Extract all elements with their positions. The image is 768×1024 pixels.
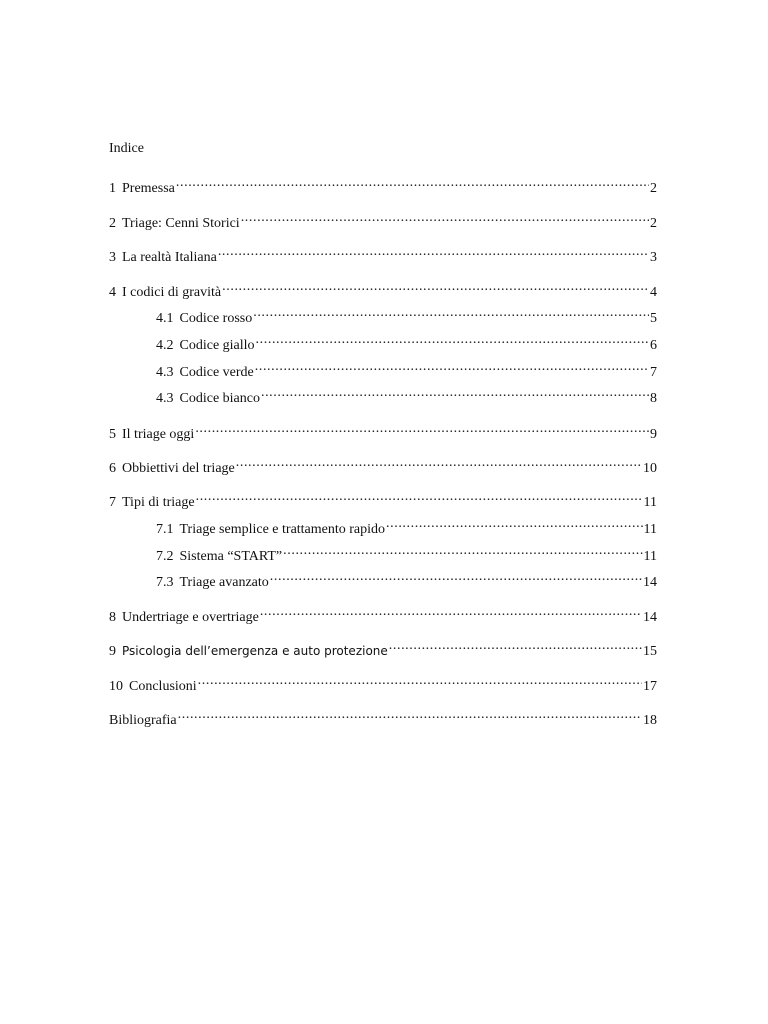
toc-entry-number: 10 — [109, 679, 123, 694]
toc-entry-page-number: 17 — [643, 679, 657, 694]
toc-entry[interactable] — [156, 358, 657, 382]
toc-entry-number: 1 — [109, 181, 116, 196]
toc-entry-label: Bibliografia — [109, 713, 177, 728]
toc-entry[interactable] — [109, 243, 657, 267]
toc-entry-label: Tipi di triage — [122, 495, 195, 510]
dot-leader — [241, 209, 649, 227]
dot-leader — [260, 603, 642, 621]
toc-entry-label: Undertriage e overtriage — [122, 610, 259, 625]
toc-entry-number: 4.3 — [156, 391, 174, 406]
toc-entry-number: 7 — [109, 495, 116, 510]
dot-leader — [283, 542, 642, 560]
toc-entry-page-number: 18 — [643, 713, 657, 728]
dot-leader — [222, 278, 649, 296]
dot-leader — [270, 568, 642, 586]
toc-entry-page-number: 6 — [650, 338, 657, 353]
toc-entry-number: 3 — [109, 250, 116, 265]
toc-entry-number: 4.1 — [156, 311, 174, 326]
dot-leader — [236, 454, 642, 472]
toc-entry[interactable] — [109, 603, 657, 627]
toc-entry-number: 2 — [109, 216, 116, 231]
toc-entry[interactable] — [109, 174, 657, 198]
toc-entry-label: Sistema “START” — [179, 549, 283, 564]
toc-entry-label: I codici di gravità — [122, 285, 222, 300]
toc-entry-label: Triage semplice e trattamento rapido — [179, 522, 386, 537]
toc-entry-label: Triage: Cenni Storici — [122, 216, 240, 231]
dot-leader — [178, 706, 642, 724]
dot-leader — [261, 384, 649, 402]
dot-leader — [196, 488, 643, 506]
toc-entry[interactable] — [109, 672, 657, 696]
toc-entry-label: Codice bianco — [179, 391, 260, 406]
toc-entry-number: 7.1 — [156, 522, 174, 537]
toc-entry[interactable] — [156, 331, 657, 355]
toc-entry-page-number: 14 — [643, 575, 657, 590]
toc-entry-page-number: 14 — [643, 610, 657, 625]
dot-leader — [255, 358, 649, 376]
toc-entry-label: Il triage oggi — [122, 427, 195, 442]
toc-entry[interactable] — [156, 568, 657, 592]
toc-entry-page-number: 7 — [650, 365, 657, 380]
toc-entry-page-number: 5 — [650, 311, 657, 326]
toc-entry[interactable] — [156, 384, 657, 408]
toc-entry-label: Obbiettivi del triage — [122, 461, 235, 476]
dot-leader — [386, 515, 642, 533]
toc-entry-page-number: 11 — [643, 495, 657, 510]
toc-entry-number: 9 — [109, 644, 116, 659]
toc-entry-page-number: 10 — [643, 461, 657, 476]
dot-leader — [256, 331, 649, 349]
toc-entry-label: Psicologia dell’emergenza e auto protezione — [122, 644, 388, 658]
toc-entry-number: 6 — [109, 461, 116, 476]
toc-entry-label: Codice giallo — [179, 338, 255, 353]
toc-entry-label: Codice verde — [179, 365, 254, 380]
toc-entry[interactable] — [109, 706, 657, 730]
toc-entry[interactable] — [109, 488, 657, 512]
toc-entry[interactable] — [109, 637, 657, 661]
dot-leader — [253, 304, 649, 322]
toc-entry[interactable] — [156, 304, 657, 328]
dot-leader — [176, 174, 649, 192]
toc-entry-number: 5 — [109, 427, 116, 442]
toc-entry-number: 7.3 — [156, 575, 174, 590]
toc-entry-label: La realtà Italiana — [122, 250, 217, 265]
toc-entry[interactable] — [156, 515, 657, 539]
toc-entry-number: 8 — [109, 610, 116, 625]
toc-entry-page-number: 2 — [650, 216, 657, 231]
toc-title: Indice — [109, 141, 144, 156]
toc-entry-page-number: 2 — [650, 181, 657, 196]
toc-entry[interactable] — [109, 278, 657, 302]
toc-entry[interactable] — [109, 454, 657, 478]
toc-entry-label: Codice rosso — [179, 311, 253, 326]
toc-entry-number: 4 — [109, 285, 116, 300]
toc-entry[interactable] — [109, 420, 657, 444]
toc-entry-page-number: 3 — [650, 250, 657, 265]
toc-entry-label: Premessa — [122, 181, 175, 196]
toc-entry-page-number: 8 — [650, 391, 657, 406]
toc-entry-number: 4.2 — [156, 338, 174, 353]
toc-entry[interactable] — [156, 542, 657, 566]
dot-leader — [198, 672, 642, 690]
toc-entry-label: Conclusioni — [129, 679, 197, 694]
toc-entry[interactable] — [109, 209, 657, 233]
toc-entry-page-number: 9 — [650, 427, 657, 442]
toc-entry-number: 7.2 — [156, 549, 174, 564]
dot-leader — [195, 420, 649, 438]
dot-leader — [218, 243, 649, 261]
toc-entry-label: Triage avanzato — [179, 575, 269, 590]
toc-entry-page-number: 11 — [643, 549, 657, 564]
dot-leader — [389, 637, 642, 655]
toc-entry-page-number: 4 — [650, 285, 657, 300]
toc-entry-page-number: 15 — [643, 644, 657, 659]
toc-entry-number: 4.3 — [156, 365, 174, 380]
toc-entry-page-number: 11 — [643, 522, 657, 537]
